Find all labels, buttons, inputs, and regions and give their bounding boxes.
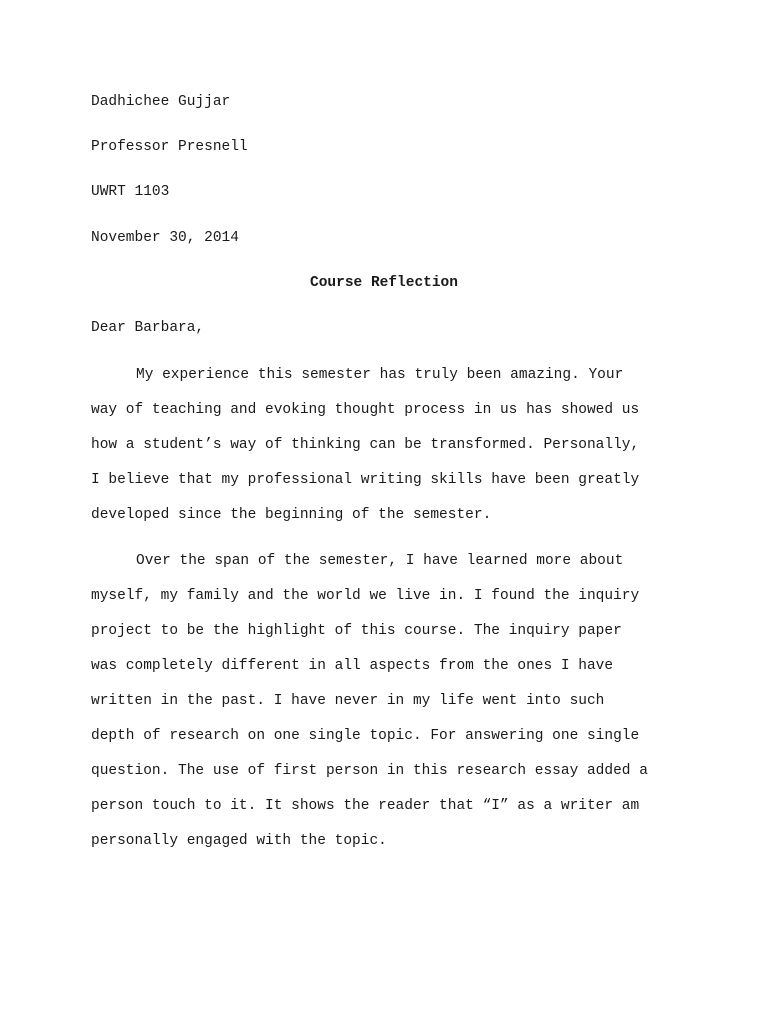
paragraph-2-line-8: person touch to it. It shows the reader that “I” as a writer am — [91, 798, 640, 814]
paragraph-1-line-4: I believe that my professional writing skills have been greatly — [91, 472, 640, 488]
paragraph-2-line-2: myself, my family and the world we live in. I found the inquiry — [91, 588, 640, 604]
paragraph-2-line-5: written in the past. I have never in my life went into such — [91, 693, 605, 709]
paragraph-2-line-7: question. The use of first person in this research essay added a — [91, 763, 648, 779]
paragraph-2-line-4: was completely different in all aspects from the ones I have — [91, 658, 614, 674]
paragraph-2-line-6: depth of research on one single topic. For answering one single — [91, 728, 640, 744]
paragraph-2-line-3: project to be the highlight of this course. The inquiry paper — [91, 623, 622, 639]
paragraph-1-line-2: way of teaching and evoking thought process in us has showed us — [91, 402, 640, 418]
paragraph-1-line-3: how a student’s way of thinking can be transformed. Personally, — [91, 437, 640, 453]
course-code: UWRT 1103 — [91, 184, 170, 200]
paragraph-2-line-1: Over the span of the semester, I have learned more about — [136, 553, 624, 569]
document-title: Course Reflection — [310, 275, 458, 291]
paragraph-1-line-1: My experience this semester has truly been amazing. Your — [136, 367, 624, 383]
paragraph-2-line-9: personally engaged with the topic. — [91, 833, 387, 849]
paragraph-1-line-5: developed since the beginning of the semester. — [91, 507, 492, 523]
document-date: November 30, 2014 — [91, 230, 239, 246]
author-name: Dadhichee Gujjar — [91, 94, 231, 110]
professor-name: Professor Presnell — [91, 139, 248, 155]
salutation: Dear Barbara, — [91, 320, 205, 336]
